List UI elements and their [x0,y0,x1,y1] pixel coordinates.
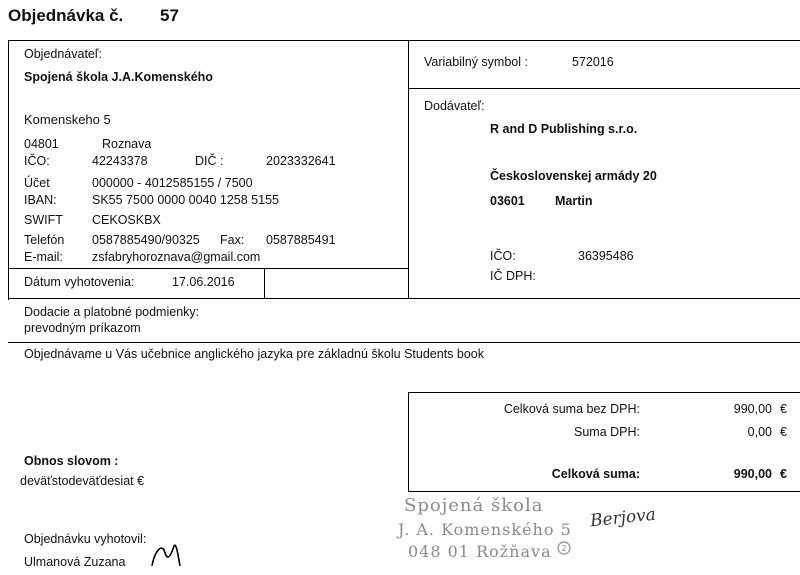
vat-label: Suma DPH: [574,425,640,439]
orderer-swift-label: SWIFT [24,213,63,227]
stamp-line-3: 048 01 Rožňava [408,542,552,561]
vat-currency: € [780,425,787,439]
orderer-city: Roznava [102,137,152,151]
supplier-ico: 36395486 [578,249,634,263]
supplier-label: Dodávateľ: [424,99,485,113]
vs-bottom-line [408,88,800,89]
date-top-line [8,268,408,269]
net-total-currency: € [780,402,787,416]
orderer-phone: 0587885490/90325 [92,233,200,247]
supplier-city: Martin [555,194,593,208]
orderer-email-label: E-mail: [24,250,63,264]
words-value: deväťstodeväťdesiat € [20,474,145,488]
orderer-swift: CEKOSKBX [92,213,161,227]
terms-label: Dodacie a platobné podmienky: [24,305,200,319]
stamp-signature: Berjova [589,504,657,532]
stamp-line-2: J. A. Komenského 5 [398,520,572,539]
grand-total-label: Celková suma: [551,467,640,481]
frame-middle-line [408,40,409,298]
grand-total-value: 990,00 [733,467,772,481]
grand-total-currency: € [780,467,787,481]
supplier-icdph-label: IČ DPH: [490,269,536,283]
prepared-label: Objednávku vyhotovil: [24,532,147,546]
net-total-value: 990,00 [733,402,772,416]
orderer-zip: 04801 [24,137,59,151]
orderer-fax-label: Fax: [220,233,245,247]
orderer-email: zsfabryhoroznava@gmail.com [92,250,261,264]
orderer-name: Spojená škola J.A.Komenského [24,70,213,84]
orderer-ico-label: IČO: [24,154,50,168]
supplier-ico-label: IČO: [490,249,516,263]
frame-top-line [8,40,800,41]
supplier-name: R and D Publishing s.r.o. [490,122,638,136]
order-number: 57 [160,6,179,25]
date-divider-line [264,268,265,298]
svg-text:2: 2 [561,544,567,553]
variable-symbol-label: Variabilný symbol : [424,55,528,69]
orderer-street: Komenskeho 5 [24,112,111,127]
supplier-zip: 03601 [490,194,525,208]
orderer-dic: 2023332641 [266,154,336,168]
issue-date-label: Dátum vyhotovenia: [24,275,135,289]
net-total-label: Celková suma bez DPH: [503,402,640,416]
order-text-top-line [8,342,800,343]
orderer-iban: SK55 7500 0000 0040 1258 5155 [92,193,279,207]
stamp-line-1: Spojená škola [404,495,544,516]
order-text: Objednávame u Vás učebnice anglického jazyka pre základnú školu Students book [24,347,485,361]
orderer-account: 000000 - 4012585155 / 7500 [92,176,253,190]
words-label: Obnos slovom : [24,454,119,468]
variable-symbol: 572016 [572,55,614,69]
terms-top-line [8,298,408,299]
prepared-name: Ulmanová Zuzana [24,555,126,569]
orderer-account-label: Účet [24,176,50,190]
terms-value: prevodným príkazom [24,321,141,335]
supplier-street: Československej armády 20 [490,169,657,183]
orderer-dic-label: DIČ : [195,154,224,168]
supplier-bottom-line [408,298,800,299]
orderer-phone-label: Telefón [24,233,65,247]
order-title: Objednávka č. [8,6,124,25]
stamp-circle-mark [556,540,572,556]
orderer-fax: 0587885491 [266,233,336,247]
orderer-label: Objednávateľ: [24,47,103,61]
vat-value: 0,00 [747,425,772,439]
issue-date: 17.06.2016 [172,275,235,289]
orderer-iban-label: IBAN: [24,193,57,207]
orderer-ico: 42243378 [92,154,148,168]
frame-left-line [8,40,9,300]
prepared-signature [148,540,188,570]
